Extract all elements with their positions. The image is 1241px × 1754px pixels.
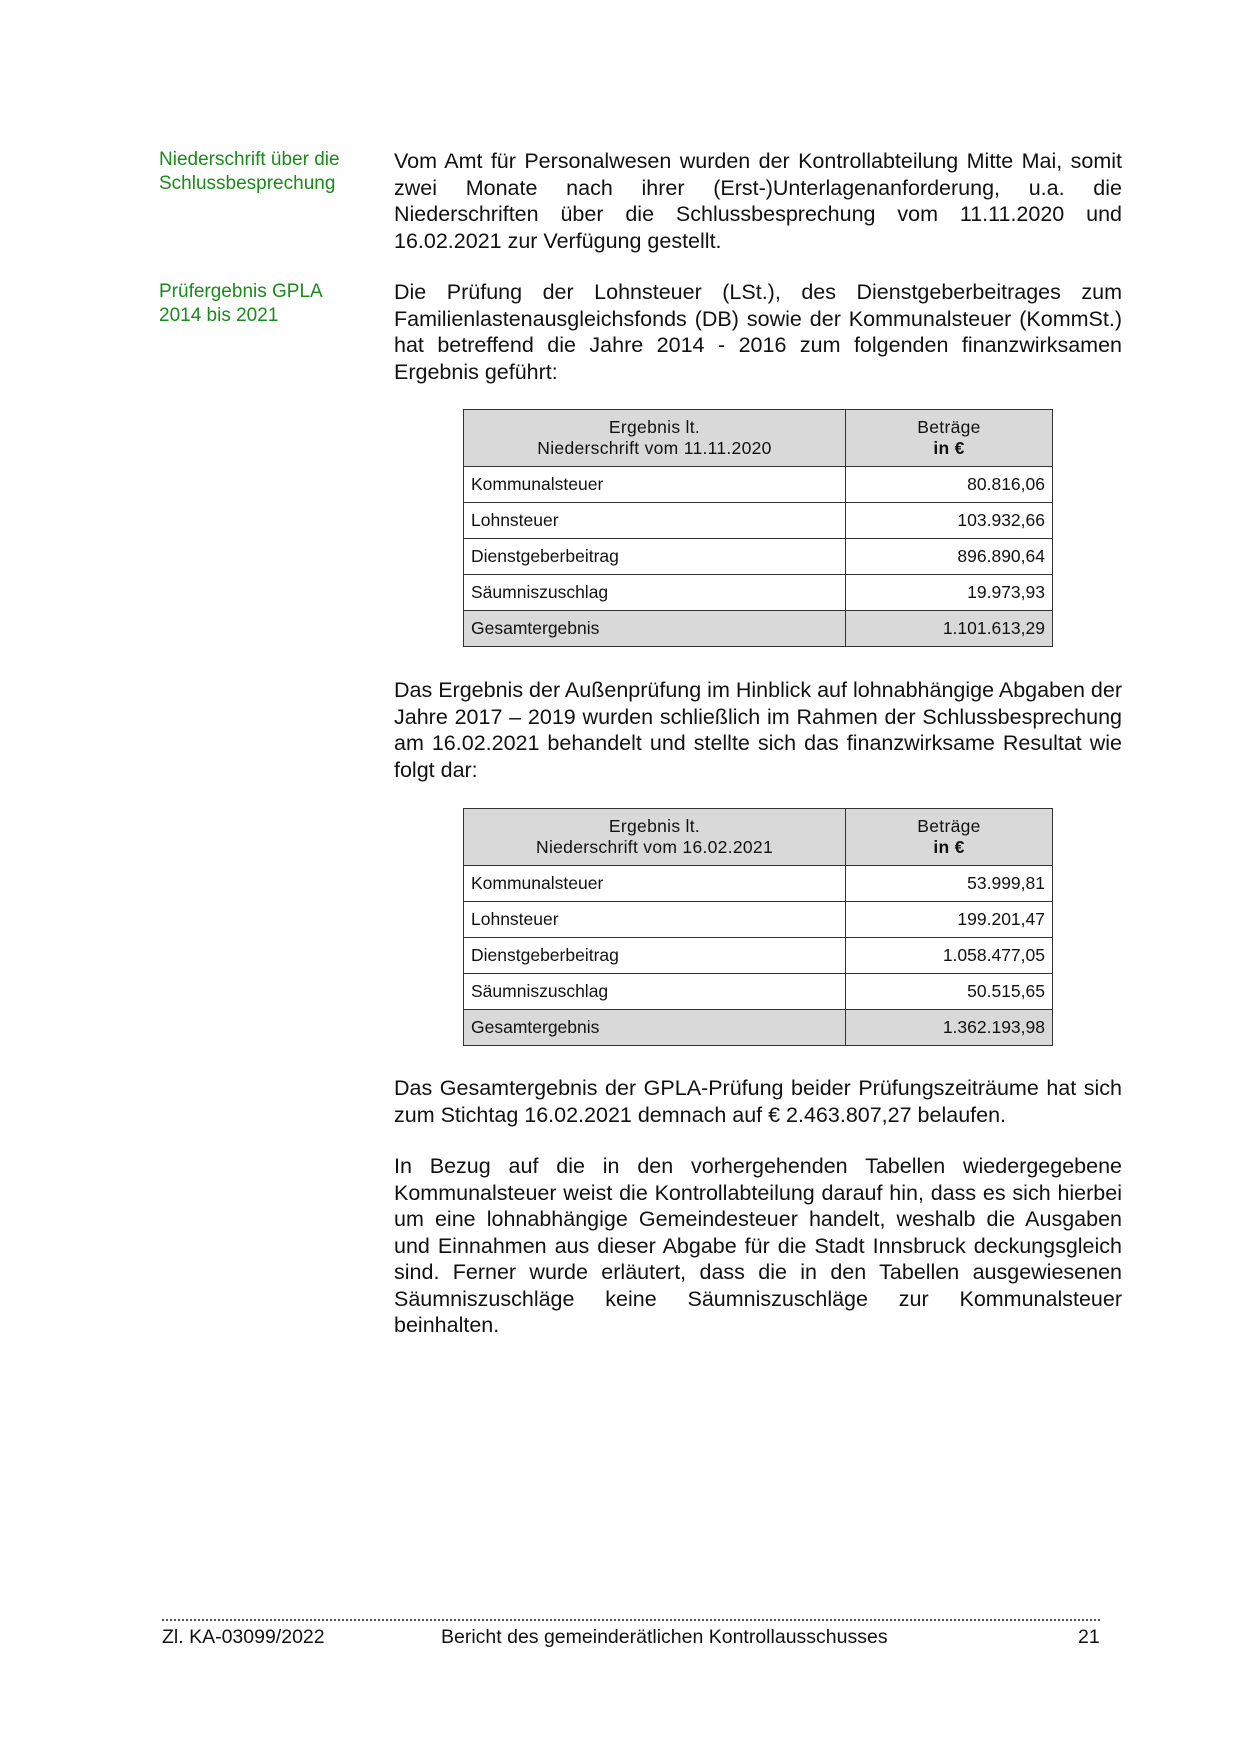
header-text: Ergebnis lt.: [608, 417, 701, 437]
result-table-2020: [463, 409, 1053, 647]
margin-note-schlussbesprechung: [159, 148, 379, 196]
header-unit: in €: [933, 438, 965, 458]
page-number: 21: [1078, 1626, 1100, 1648]
paragraph-gesamtergebnis: Das Gesamtergebnis der GPLA-Prüfung beider Prüfungszeiträume hat sich zum Stichtag 16.02.2021 demnach auf € 2.463.807,27 belaufen.: [394, 1076, 1122, 1127]
row-value: 50.515,65: [846, 974, 1053, 1010]
table-row: [464, 866, 1053, 902]
row-label: Dienstgeberbeitrag: [464, 938, 846, 974]
margin-note-line: 2014 bis 2021: [159, 305, 279, 326]
paragraph-aussenpruefung: Das Ergebnis der Außenprüfung im Hinblick auf lohnabhängige Abgaben der Jahre 2017 – 2019 wurden schließlich im Rahmen der Schlussbesprechung am 16.02.2021 behandelt und stellte sich das finanzwirksame Resultat wie folgt dar:: [394, 678, 1122, 782]
row-label: Kommunalsteuer: [464, 467, 846, 503]
paragraph-kommunalsteuer: In Bezug auf die in den vorhergehenden Tabellen wiedergegebene Kommunalsteuer weist die Kontrollabteilung darauf hin, dass es sich hierbei um eine lohnabhängige Gemeindesteuer handelt, weshalb die Ausgaben und Einnahmen aus dieser Abgabe für die Stadt Innsbruck deckungsgleich sind. Ferner wurde erläutert, dass die in den Tabellen ausgewiesenen Säumniszuschläge keine Säumniszuschläge zur Kommunalsteuer beinhalten.: [394, 1154, 1122, 1337]
table-row: [464, 938, 1053, 974]
table-total-row: [464, 611, 1053, 647]
table-header-amount: [846, 809, 1053, 866]
header-text: Niederschrift vom 16.02.2021: [536, 837, 773, 857]
header-text: Ergebnis lt.: [608, 816, 701, 836]
row-label: Lohnsteuer: [464, 503, 846, 539]
total-value: 1.362.193,98: [846, 1010, 1053, 1046]
margin-note-line: Niederschrift über die: [159, 149, 340, 170]
table-row: [464, 503, 1053, 539]
row-label: Säumniszuschlag: [464, 974, 846, 1010]
total-label: Gesamtergebnis: [464, 1010, 846, 1046]
paragraph-pruefung: Die Prüfung der Lohnsteuer (LSt.), des Dienstgeberbeitrages zum Familienlastenausgleichsfonds (DB) sowie der Kommunalsteuer (KommSt.) hat betreffend die Jahre 2014 - 2016 zum folgenden finanzwirksamen Ergebnis geführt:: [394, 280, 1122, 384]
margin-note-line: Prüfergebnis GPLA: [159, 281, 323, 302]
row-label: Kommunalsteuer: [464, 866, 846, 902]
row-value: 19.973,93: [846, 575, 1053, 611]
paragraph-niederschriften: Vom Amt für Personalwesen wurden der Kontrollabteilung Mitte Mai, somit zwei Monate nach ihrer (Erst-)Unterlagenanforderung, u.a. die Niederschriften über die Schlussbesprechung vom 11.11.2020 und 16.02.2021 zur Verfügung gestellt.: [394, 149, 1122, 253]
table-header-row: [464, 809, 1053, 866]
table-header-row: [464, 410, 1053, 467]
footer-reference: Zl. KA-03099/2022: [162, 1626, 325, 1648]
table-header-amount: [846, 410, 1053, 467]
table-row: [464, 539, 1053, 575]
table-header-label: [464, 410, 846, 467]
table-row: [464, 974, 1053, 1010]
header-text: Beträge: [917, 816, 981, 836]
footer-title: Bericht des gemeinderätlichen Kontrollausschusses: [441, 1626, 888, 1648]
result-table-2021: [463, 808, 1053, 1046]
row-value: 896.890,64: [846, 539, 1053, 575]
table-row: [464, 902, 1053, 938]
header-text: Niederschrift vom 11.11.2020: [537, 438, 772, 458]
row-label: Dienstgeberbeitrag: [464, 539, 846, 575]
margin-note-pruefergebnis: [159, 280, 379, 328]
row-value: 1.058.477,05: [846, 938, 1053, 974]
row-label: Säumniszuschlag: [464, 575, 846, 611]
footer-divider: [162, 1619, 1100, 1621]
table-header-label: [464, 809, 846, 866]
row-value: 53.999,81: [846, 866, 1053, 902]
table-row: [464, 467, 1053, 503]
row-value: 103.932,66: [846, 503, 1053, 539]
row-value: 199.201,47: [846, 902, 1053, 938]
margin-note-line: Schlussbesprechung: [159, 173, 336, 194]
table-total-row: [464, 1010, 1053, 1046]
total-value: 1.101.613,29: [846, 611, 1053, 647]
row-value: 80.816,06: [846, 467, 1053, 503]
table-row: [464, 575, 1053, 611]
header-text: Beträge: [917, 417, 981, 437]
row-label: Lohnsteuer: [464, 902, 846, 938]
total-label: Gesamtergebnis: [464, 611, 846, 647]
header-unit: in €: [933, 837, 965, 857]
